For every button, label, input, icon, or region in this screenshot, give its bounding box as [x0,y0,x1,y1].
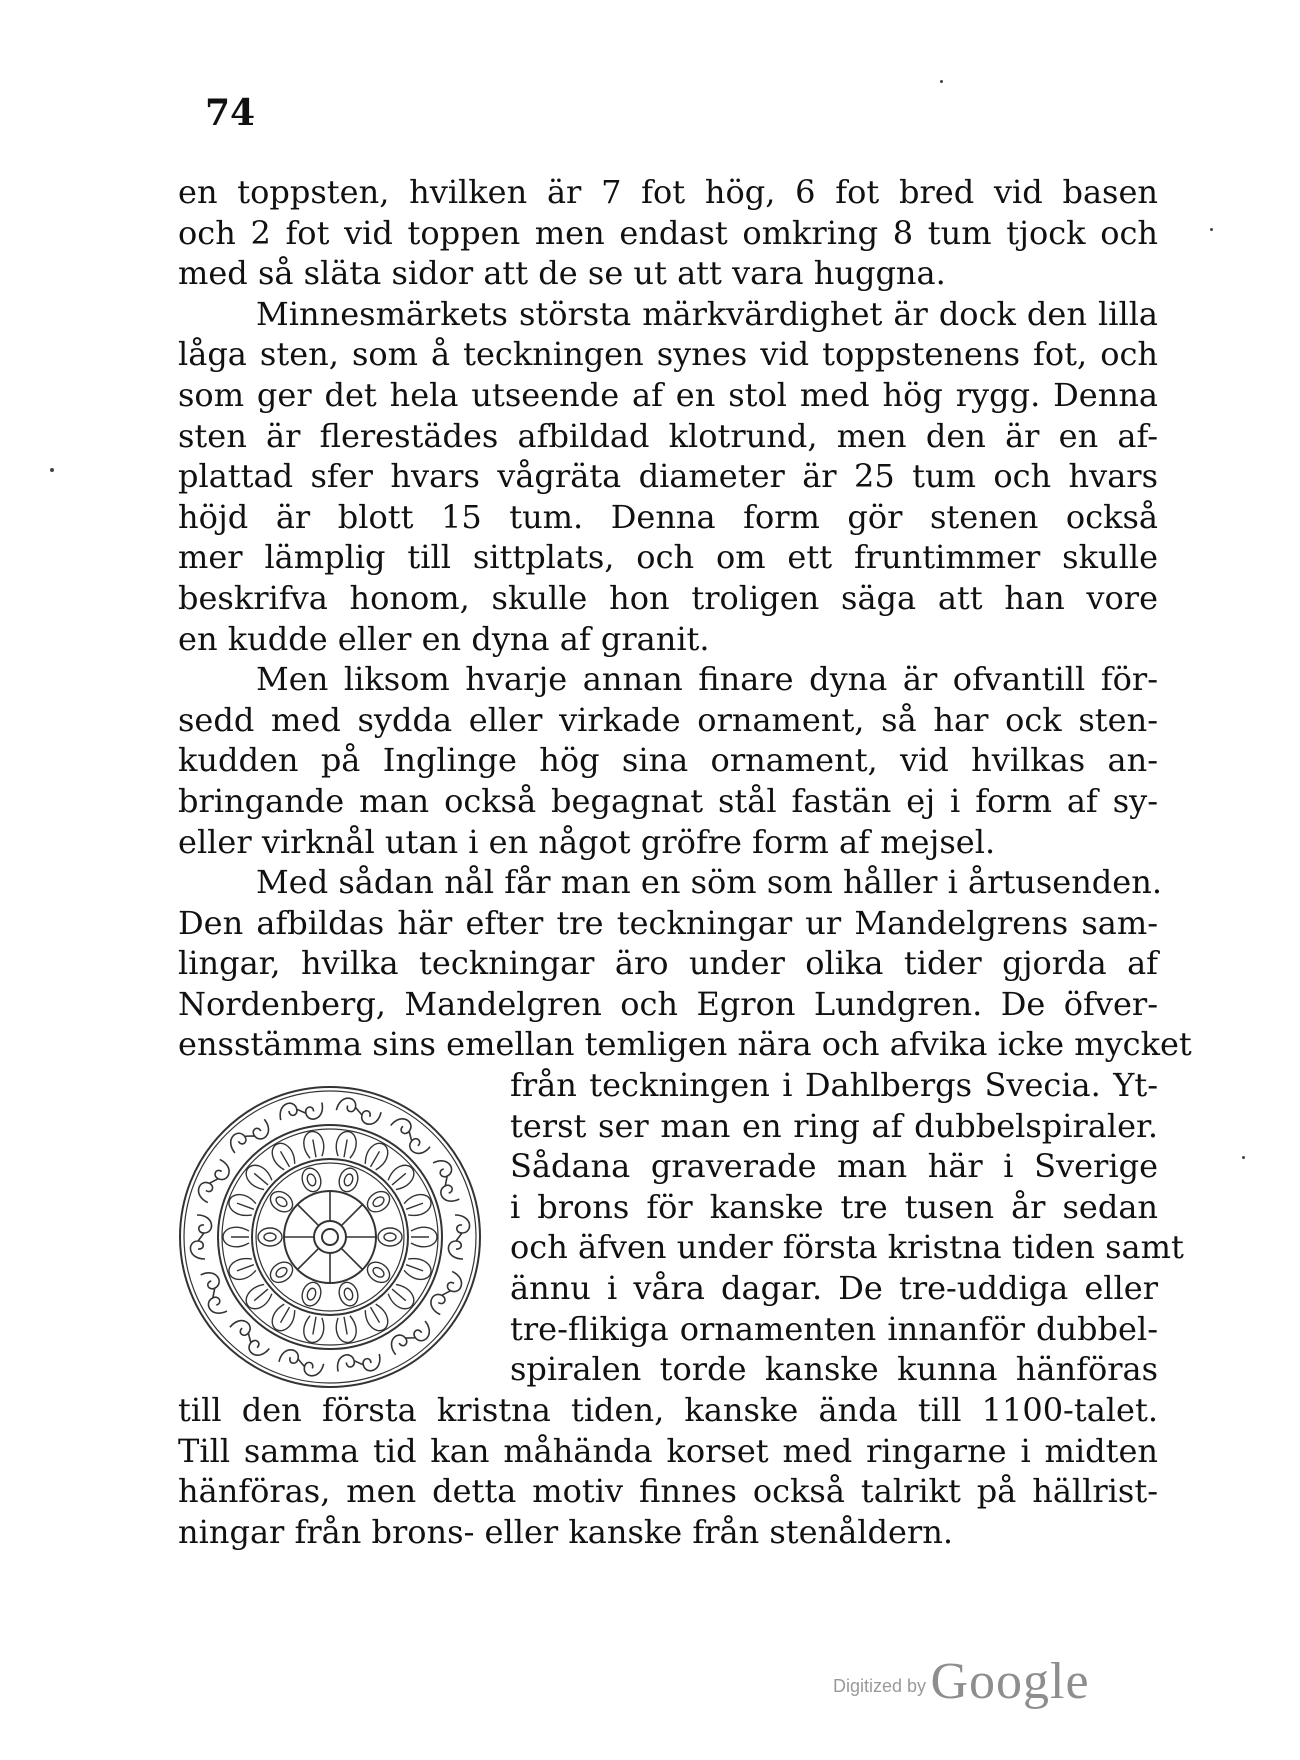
body-text-top [178,172,1192,1065]
text-line: Till samma tid kan måhända korset med ringarne i midten [178,1431,1158,1470]
text-line: beskrifva honom, skulle hon troligen säga att han vore [178,578,1158,617]
text-line: och 2 fot vid toppen men endast omkring 8 tum tjock och [178,213,1158,252]
text-line: lingar, hvilka teckningar äro under olika tider gjorda af [178,944,1158,983]
text-line: tre-flikiga ornamenten innanför dubbel- [510,1309,1158,1348]
text-line: Med sådan nål får man en söm som håller i årtusenden. [256,863,1162,902]
text-line: Men liksom hvarje annan finare dyna är ofvantill för- [256,660,1158,699]
text-line: eller virknål utan i en något gröfre form af mejsel. [178,822,996,861]
text-line: plattad sfer hvars vågräta diameter är 25 tum och hvars [178,457,1158,496]
text-line: sedd med sydda eller virkade ornament, så har ock sten- [178,700,1158,739]
ornament-figure [175,1082,485,1392]
text-line: ningar från brons- eller kanske från stenåldern. [178,1512,953,1551]
watermark-prefix: Digitized by [833,1676,927,1696]
body-text-bottom [178,1390,1158,1552]
text-line: i brons för kanske tre tusen år sedan [510,1187,1158,1226]
text-line: hänföras, men detta motiv finnes också talrikt på hällrist- [178,1472,1158,1511]
text-line: Den afbildas här efter tre teckningar ur Mandelgrens sam- [178,903,1158,942]
text-line: Sådana graverade man här i Sverige [510,1147,1158,1186]
text-line: från teckningen i Dahlbergs Svecia. Yt- [510,1066,1158,1104]
text-line: ännu i våra dagar. De tre-uddiga eller [510,1268,1158,1307]
body-text-wrap [510,1065,1184,1390]
text-line: till den första kristna tiden, kanske ända till 1100-talet. [178,1391,1158,1429]
text-line: spiralen torde kanske kunna hänföras [510,1350,1158,1389]
text-line: och äfven under första kristna tiden samt [510,1228,1184,1267]
text-line: en kudde eller en dyna af granit. [178,619,710,658]
text-line: ensstämma sins emellan temligen nära och afvika icke mycket [178,1025,1192,1064]
paper-speck [1242,1156,1245,1159]
paper-speck [1210,228,1213,231]
text-line: sten är flerestädes afbildad klotrund, men den är en af- [178,416,1158,455]
text-line: terst ser man en ring af dubbelspiraler. [510,1106,1158,1145]
text-line: höjd är blott 15 tum. Denna form gör stenen också [178,497,1158,536]
text-line: bringande man också begagnat stål fastän ej i form af sy- [178,781,1158,820]
text-line: kudden på Inglinge hög sina ornament, vid hvilkas an- [178,741,1158,780]
text-line: Minnesmärkets största märkvärdighet är dock den lilla [256,294,1158,333]
spiral-ornament-icon [175,1082,485,1392]
text-line: som ger det hela utseende af en stol med hög rygg. Denna [178,375,1158,414]
text-line: med så släta sidor att de se ut att vara huggna. [178,254,946,293]
text-line: Nordenberg, Mandelgren och Egron Lundgren. De öfver- [178,984,1158,1023]
page-number: 74 [205,92,256,134]
text-line: en toppsten, hvilken är 7 fot hög, 6 fot bred vid basen [178,173,1158,211]
text-line: låga sten, som å teckningen synes vid toppstenens fot, och [178,335,1158,374]
text-line: mer lämplig till sittplats, och om ett fruntimmer skulle [178,538,1158,577]
watermark-brand: Google [930,1653,1090,1710]
digitized-watermark [833,1652,1090,1711]
paper-speck [50,468,54,472]
paper-speck [940,80,943,83]
